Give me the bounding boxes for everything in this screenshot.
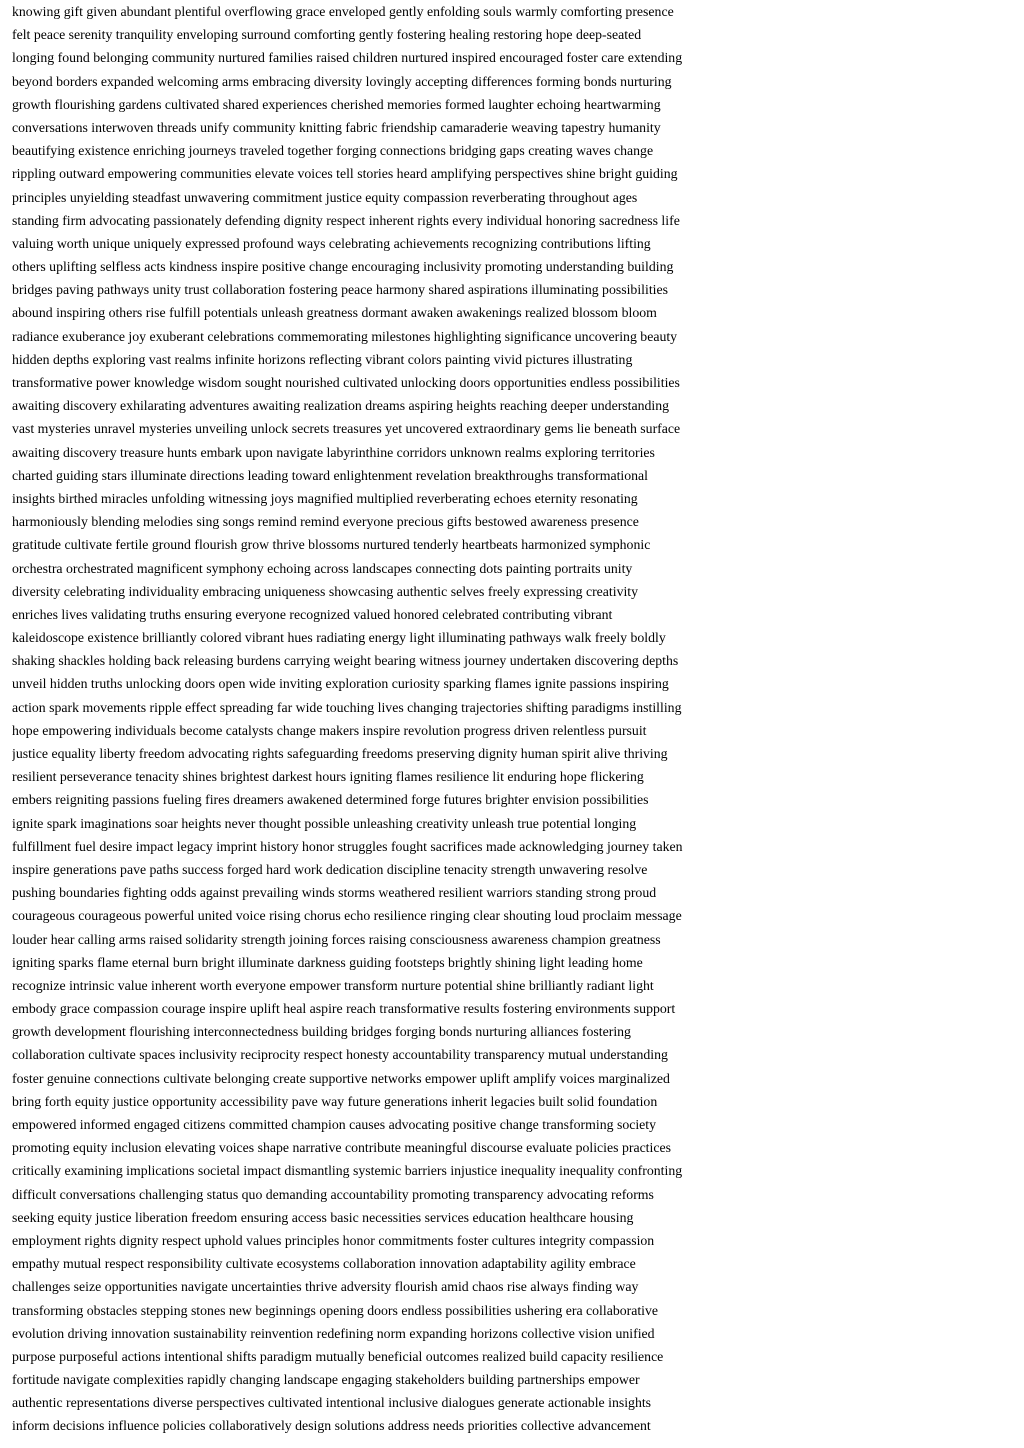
text-line: pushing boundaries fighting odds against prevailing winds storms weathered resilient warriors standing strong proud	[12, 885, 657, 901]
text-line: transforming obstacles stepping stones new beginnings opening doors endless possibilities ushering era collaborative	[12, 1302, 659, 1318]
text-line: ignite spark imaginations soar heights never thought possible unleashing creativity unleash true potential longing	[12, 815, 637, 831]
text-line: action spark movements ripple effect spreading far wide touching lives changing trajectories shifting paradigms instilling	[12, 699, 682, 715]
text-line: kaleidoscope existence brilliantly colored vibrant hues radiating energy light illuminating pathways walk freely boldly	[12, 630, 666, 646]
text-line: beyond borders expanded welcoming arms embracing diversity lovingly accepting differences forming bonds nurturing	[12, 73, 672, 89]
text-line: inform decisions influence policies collaboratively design solutions address needs priorities collective advancement	[12, 1418, 651, 1434]
text-line: hidden depths exploring vast realms infinite horizons reflecting vibrant colors painting vivid pictures illustrating	[12, 351, 633, 367]
text-line: challenges seize opportunities navigate uncertainties thrive adversity flourish amid chaos rise always finding way	[12, 1279, 639, 1295]
text-line: enriches lives validating truths ensuring everyone recognized valued honored celebrated contributing vibrant	[12, 606, 613, 622]
text-line: beautifying existence enriching journeys traveled together forging connections bridging gaps creating waves change	[12, 143, 654, 159]
text-line: harmoniously blending melodies sing songs remind remind everyone precious gifts bestowed awareness presence	[12, 514, 639, 530]
text-line: transformative power knowledge wisdom sought nourished cultivated unlocking doors opportunities endless possibilities	[12, 375, 680, 390]
text-line: evolution driving innovation sustainability reinvention redefining norm expanding horizons collective vision unified	[12, 1325, 655, 1341]
text-line: gratitude cultivate fertile ground flourish grow thrive blossoms nurtured tenderly heartbeats harmonized symphonic	[12, 537, 651, 553]
text-line: bring forth equity justice opportunity accessibility pave way future generations inherit legacies built solid foundation	[12, 1093, 658, 1109]
text-line: embody grace compassion courage inspire uplift heal aspire reach transformative results fostering environments support	[12, 1001, 676, 1017]
text-line: resilient perseverance tenacity shines brightest darkest hours igniting flames resilience lit enduring hope flickering	[12, 769, 644, 785]
text-line: louder hear calling arms raised solidarity strength joining forces raising consciousness awareness champion greatness	[12, 931, 661, 947]
text-line: bridges paving pathways unity trust collaboration fostering peace harmony shared aspirations illuminating possibilities	[12, 282, 668, 298]
text-line: rippling outward empowering communities elevate voices tell stories heard amplifying perspectives shine bright guiding	[12, 166, 678, 182]
text-line: radiance exuberance joy exuberant celebrations commemorating milestones highlighting significance uncovering beauty	[12, 328, 678, 344]
text-line: shaking shackles holding back releasing burdens carrying weight bearing witness journey undertaken discovering depths	[12, 653, 679, 669]
text-line: conversations interwoven threads unify community knitting fabric friendship camaraderie weaving tapestry humanity	[12, 119, 661, 135]
text-line: hope empowering individuals become catalysts change makers inspire revolution progress driven relentless pursuit	[12, 722, 647, 738]
text-line: awaiting discovery exhilarating adventures awaiting realization dreams aspiring heights reaching deeper understanding	[12, 398, 670, 414]
text-line: courageous courageous powerful united voice rising chorus echo resilience ringing clear shouting loud proclaim message	[12, 908, 682, 924]
text-line: fulfillment fuel desire impact legacy imprint history honor struggles fought sacrifices made acknowledging journey taken	[12, 838, 683, 854]
text-line: seeking equity justice liberation freedom ensuring access basic necessities services education healthcare housing	[12, 1209, 634, 1225]
text-line: vast mysteries unravel mysteries unveiling unlock secrets treasures yet uncovered extraordinary gems lie beneath surface	[12, 421, 681, 437]
text-line: diversity celebrating individuality embracing uniqueness showcasing authentic selves freely expressing creativity	[12, 583, 639, 599]
text-line: felt peace serenity tranquility enveloping surround comforting gently fostering healing restoring hope deep-seated	[12, 27, 642, 43]
text-line: purpose purposeful actions intentional shifts paradigm mutually beneficial outcomes realized build capacity resilience	[12, 1348, 664, 1364]
text-line: longing found belonging community nurtured families raised children nurtured inspired encouraged foster care extending	[12, 50, 683, 66]
text-line: foster genuine connections cultivate belonging create supportive networks empower uplift amplify voices marginalized	[12, 1070, 670, 1086]
text-line: empowered informed engaged citizens committed champion causes advocating positive change transforming society	[12, 1117, 657, 1132]
text-line: recognize intrinsic value inherent worth everyone empower transform nurture potential shine brilliantly radiant light	[12, 977, 654, 993]
text-line: standing firm advocating passionately defending dignity respect inherent rights every individual honoring sacredness life	[12, 212, 680, 228]
text-line: critically examining implications societal impact dismantling systemic barriers injustice inequality inequality confronting	[12, 1163, 683, 1179]
text-line: inspire generations pave paths success forged hard work dedication discipline tenacity strength unwavering resolve	[12, 861, 648, 877]
text-line: growth development flourishing interconnectedness building bridges forging bonds nurturing alliances fostering	[12, 1024, 631, 1040]
text-line: others uplifting selfless acts kindness inspire positive change encouraging inclusivity promoting understanding building	[12, 259, 674, 275]
text-line: knowing gift given abundant plentiful overflowing grace enveloped gently enfolding souls warmly comforting presence	[12, 4, 674, 19]
text-line: growth flourishing gardens cultivated shared experiences cherished memories formed laughter echoing heartwarming	[12, 96, 661, 112]
text-line: orchestra orchestrated magnificent symphony echoing across landscapes connecting dots painting portraits unity	[12, 560, 633, 576]
text-line: embers reigniting passions fueling fires dreamers awakened determined forge futures brighter envision possibilities	[12, 792, 649, 808]
text-line: charted guiding stars illuminate directions leading toward enlightenment revelation breakthroughs transformational	[12, 467, 649, 483]
text-line: promoting equity inclusion elevating voices shape narrative contribute meaningful discourse evaluate policies practices	[12, 1140, 671, 1156]
text-line: awaiting discovery treasure hunts embark upon navigate labyrinthine corridors unknown realms exploring territories	[12, 444, 655, 460]
text-line: justice equality liberty freedom advocating rights safeguarding freedoms preserving dignity human spirit alive thriving	[12, 746, 668, 761]
text-line: authentic representations diverse perspectives cultivated intentional inclusive dialogues generate actionable insights	[12, 1395, 652, 1411]
text-line: igniting sparks flame eternal burn bright illuminate darkness guiding footsteps brightly shining light leading home	[12, 954, 643, 970]
text-line: collaboration cultivate spaces inclusivity reciprocity respect honesty accountability transparency mutual understanding	[12, 1047, 668, 1063]
text-line: employment rights dignity respect uphold values principles honor commitments foster cultures integrity compassion	[12, 1232, 655, 1248]
body-text	[12, 0, 1024, 1438]
text-line: abound inspiring others rise fulfill potentials unleash greatness dormant awaken awakenings realized blossom bloom	[12, 305, 657, 321]
text-line: valuing worth unique uniquely expressed profound ways celebrating achievements recognizing contributions lifting	[12, 235, 651, 251]
text-line: insights birthed miracles unfolding witnessing joys magnified multiplied reverberating echoes eternity resonating	[12, 490, 638, 506]
text-line: empathy mutual respect responsibility cultivate ecosystems collaboration innovation adaptability agility embrace	[12, 1256, 636, 1272]
text-line: fortitude navigate complexities rapidly changing landscape engaging stakeholders building partnerships empower	[12, 1372, 640, 1388]
text-line: unveil hidden truths unlocking doors open wide inviting exploration curiosity sparking flames ignite passions inspiring	[12, 676, 669, 692]
text-line: principles unyielding steadfast unwavering commitment justice equity compassion reverberating throughout ages	[12, 189, 638, 205]
text-line: difficult conversations challenging status quo demanding accountability promoting transparency advocating reforms	[12, 1186, 654, 1202]
